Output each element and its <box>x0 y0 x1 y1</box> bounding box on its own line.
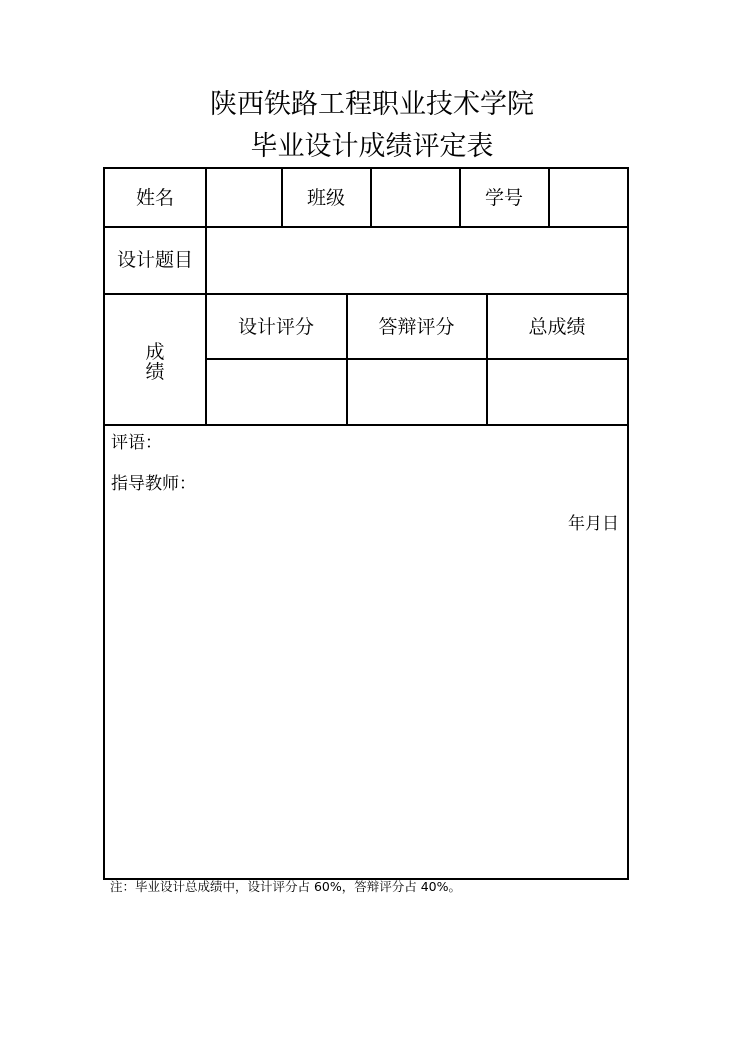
design-score-label: 设计评分 <box>237 316 314 338</box>
class-label: 班级 <box>306 187 345 209</box>
row-divider-2 <box>105 293 627 295</box>
name-label: 姓名 <box>135 187 174 209</box>
name-value-field[interactable] <box>207 171 280 225</box>
grade-label-line1: 成 <box>145 341 165 363</box>
defense-score-field[interactable] <box>348 360 485 423</box>
design-topic-label: 设计题目 <box>116 249 193 271</box>
defense-score-label: 答辩评分 <box>378 316 455 338</box>
design-topic-field[interactable] <box>207 228 626 292</box>
institution-name: 陕西铁路工程职业技术学院 <box>210 89 534 120</box>
student-id-value-field[interactable] <box>550 171 626 225</box>
grade-label-line2: 绩 <box>145 361 165 383</box>
class-value-field[interactable] <box>372 171 458 225</box>
comments-field[interactable] <box>107 427 625 875</box>
total-score-label: 总成绩 <box>528 316 586 338</box>
total-score-field[interactable] <box>488 360 626 423</box>
row-divider-4 <box>105 424 627 426</box>
date-label: 年月日 <box>568 514 619 534</box>
advisor-label: 指导教师： <box>111 474 196 494</box>
student-id-label: 学号 <box>484 187 523 209</box>
design-score-field[interactable] <box>207 360 345 423</box>
grade-evaluation-table <box>103 167 629 880</box>
footnote: 注：毕业设计总成绩中，设计评分占 60%，答辩评分占 40%。 <box>110 879 462 894</box>
comments-label: 评语： <box>111 433 162 453</box>
form-title: 毕业设计成绩评定表 <box>250 131 494 162</box>
